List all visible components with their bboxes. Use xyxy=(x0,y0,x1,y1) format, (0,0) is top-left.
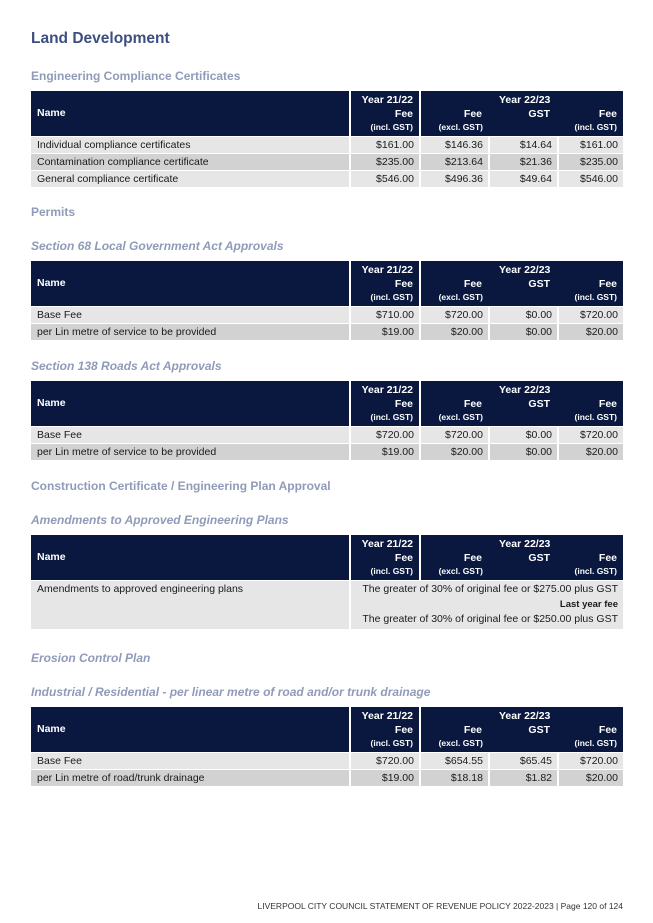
header-fee: Fee xyxy=(598,108,617,120)
gst-amount: $14.64 xyxy=(519,139,552,151)
gst-amount: $0.00 xyxy=(525,446,552,458)
header-fee: Fee xyxy=(463,108,482,120)
fee-excl-gst: $18.18 xyxy=(450,772,483,784)
header-year-prev: Year 21/22 xyxy=(361,264,413,276)
permits-title: Permits xyxy=(31,205,76,219)
gst-amount: $0.00 xyxy=(525,326,552,338)
table-header xyxy=(31,261,623,306)
fee-excl-gst: $496.36 xyxy=(445,173,483,185)
row-name: General compliance certificate xyxy=(37,173,179,185)
fee-excl-gst: $654.55 xyxy=(445,755,483,767)
header-incl: (incl. GST) xyxy=(574,738,617,748)
header-year-prev: Year 21/22 xyxy=(361,94,413,106)
engineering-title: Engineering Compliance Certificates xyxy=(31,69,241,83)
header-year-curr: Year 22/23 xyxy=(499,384,551,396)
header-year-prev: Year 21/22 xyxy=(361,384,413,396)
fee-incl-gst: $20.00 xyxy=(585,326,618,338)
fee-excl-gst: $20.00 xyxy=(450,446,483,458)
header-gst: GST xyxy=(528,108,550,120)
header-gst: GST xyxy=(528,724,550,736)
header-fee: Fee xyxy=(598,398,617,410)
table-row xyxy=(31,324,623,340)
header-name: Name xyxy=(37,277,66,289)
row-name: per Lin metre of service to be provided xyxy=(37,446,217,458)
gst-amount: $65.45 xyxy=(519,755,552,767)
header-fee: Fee xyxy=(463,552,482,564)
header-fee: Fee xyxy=(598,552,617,564)
fee-prev-incl: $235.00 xyxy=(376,156,414,168)
header-fee: Fee xyxy=(394,724,413,736)
header-fee: Fee xyxy=(463,398,482,410)
header-incl: (incl. GST) xyxy=(370,566,413,576)
fee-incl-gst: $546.00 xyxy=(580,173,618,185)
header-incl: (incl. GST) xyxy=(370,292,413,302)
row-name: Contamination compliance certificate xyxy=(37,156,209,168)
fee-prev-incl: $161.00 xyxy=(376,139,414,151)
gst-amount: $0.00 xyxy=(525,429,552,441)
industrial-title: Industrial / Residential - per linear metre of road and/or trunk drainage xyxy=(31,685,431,699)
header-excl: (excl. GST) xyxy=(438,566,483,576)
header-excl: (excl. GST) xyxy=(438,292,483,302)
fee-excl-gst: $720.00 xyxy=(445,309,483,321)
table-row xyxy=(31,137,623,153)
gst-amount: $49.64 xyxy=(519,173,552,185)
row-name: Amendments to approved engineering plans xyxy=(37,583,244,595)
header-name: Name xyxy=(37,107,66,119)
fee-excl-gst: $146.36 xyxy=(445,139,483,151)
header-incl: (incl. GST) xyxy=(370,738,413,748)
section138-title: Section 138 Roads Act Approvals xyxy=(31,359,222,373)
row-name: per Lin metre of road/trunk drainage xyxy=(37,772,205,784)
header-fee: Fee xyxy=(463,724,482,736)
industrial-table xyxy=(31,707,623,786)
gst-amount: $21.36 xyxy=(519,156,552,168)
header-fee: Fee xyxy=(394,108,413,120)
fee-prev-incl: $720.00 xyxy=(376,755,414,767)
gst-amount: $1.82 xyxy=(525,772,552,784)
header-fee: Fee xyxy=(394,278,413,290)
header-incl: (incl. GST) xyxy=(574,412,617,422)
header-gst: GST xyxy=(528,552,550,564)
header-incl: (incl. GST) xyxy=(370,122,413,132)
erosion-title: Erosion Control Plan xyxy=(31,651,151,665)
header-excl: (excl. GST) xyxy=(438,122,483,132)
header-fee: Fee xyxy=(463,278,482,290)
fee-incl-gst: $720.00 xyxy=(580,309,618,321)
header-incl: (incl. GST) xyxy=(574,292,617,302)
header-fee: Fee xyxy=(598,278,617,290)
table-row xyxy=(31,307,623,323)
table-row xyxy=(31,444,623,460)
table-header xyxy=(31,707,623,752)
table-row xyxy=(31,427,623,443)
fee-prev-incl: $720.00 xyxy=(376,429,414,441)
row-name: Base Fee xyxy=(37,755,82,767)
table-header xyxy=(31,91,623,136)
header-gst: GST xyxy=(528,278,550,290)
fee-prev-incl: $19.00 xyxy=(381,446,414,458)
fee-incl-gst: $161.00 xyxy=(580,139,618,151)
header-gst: GST xyxy=(528,398,550,410)
row-name: Individual compliance certificates xyxy=(37,139,191,151)
current-fee-text: The greater of 30% of original fee or $275.00 plus GST xyxy=(362,583,618,595)
section138-table xyxy=(31,381,623,460)
table-header xyxy=(31,381,623,426)
header-fee: Fee xyxy=(598,724,617,736)
last-year-label: Last year fee xyxy=(559,599,618,610)
page-footer: LIVERPOOL CITY COUNCIL STATEMENT OF REVENUE POLICY 2022-2023 | Page 120 of 124 xyxy=(257,901,623,911)
section68-table xyxy=(31,261,623,340)
header-year-prev: Year 21/22 xyxy=(361,538,413,550)
table-header xyxy=(31,535,623,580)
construction-title: Construction Certificate / Engineering Plan Approval xyxy=(31,479,331,493)
amendments-title: Amendments to Approved Engineering Plans xyxy=(31,513,289,527)
header-year-curr: Year 22/23 xyxy=(499,710,551,722)
fee-incl-gst: $720.00 xyxy=(580,755,618,767)
header-year-curr: Year 22/23 xyxy=(499,538,551,550)
header-excl: (excl. GST) xyxy=(438,738,483,748)
fee-incl-gst: $235.00 xyxy=(580,156,618,168)
header-year-prev: Year 21/22 xyxy=(361,710,413,722)
header-incl: (incl. GST) xyxy=(370,412,413,422)
row-name: per Lin metre of service to be provided xyxy=(37,326,217,338)
header-name: Name xyxy=(37,397,66,409)
row-name: Base Fee xyxy=(37,429,82,441)
fee-prev-incl: $710.00 xyxy=(376,309,414,321)
page-title: Land Development xyxy=(31,30,170,47)
fee-incl-gst: $720.00 xyxy=(580,429,618,441)
amendments-table xyxy=(31,535,623,629)
fee-excl-gst: $720.00 xyxy=(445,429,483,441)
fee-excl-gst: $213.64 xyxy=(445,156,483,168)
table-row xyxy=(31,154,623,170)
fee-incl-gst: $20.00 xyxy=(585,446,618,458)
header-excl: (excl. GST) xyxy=(438,412,483,422)
header-incl: (incl. GST) xyxy=(574,122,617,132)
table-row xyxy=(31,753,623,769)
table-row xyxy=(31,770,623,786)
gst-amount: $0.00 xyxy=(525,309,552,321)
header-year-curr: Year 22/23 xyxy=(499,94,551,106)
fee-prev-incl: $19.00 xyxy=(381,326,414,338)
header-fee: Fee xyxy=(394,552,413,564)
fee-excl-gst: $20.00 xyxy=(450,326,483,338)
header-year-curr: Year 22/23 xyxy=(499,264,551,276)
fee-prev-incl: $19.00 xyxy=(381,772,414,784)
header-incl: (incl. GST) xyxy=(574,566,617,576)
last-year-text: The greater of 30% of original fee or $250.00 plus GST xyxy=(362,613,618,625)
header-name: Name xyxy=(37,723,66,735)
fee-prev-incl: $546.00 xyxy=(376,173,414,185)
section68-title: Section 68 Local Government Act Approvals xyxy=(31,239,284,253)
table-row xyxy=(31,581,623,629)
engineering-table xyxy=(31,91,623,187)
header-fee: Fee xyxy=(394,398,413,410)
header-name: Name xyxy=(37,551,66,563)
row-name: Base Fee xyxy=(37,309,82,321)
fee-incl-gst: $20.00 xyxy=(585,772,618,784)
table-row xyxy=(31,171,623,187)
